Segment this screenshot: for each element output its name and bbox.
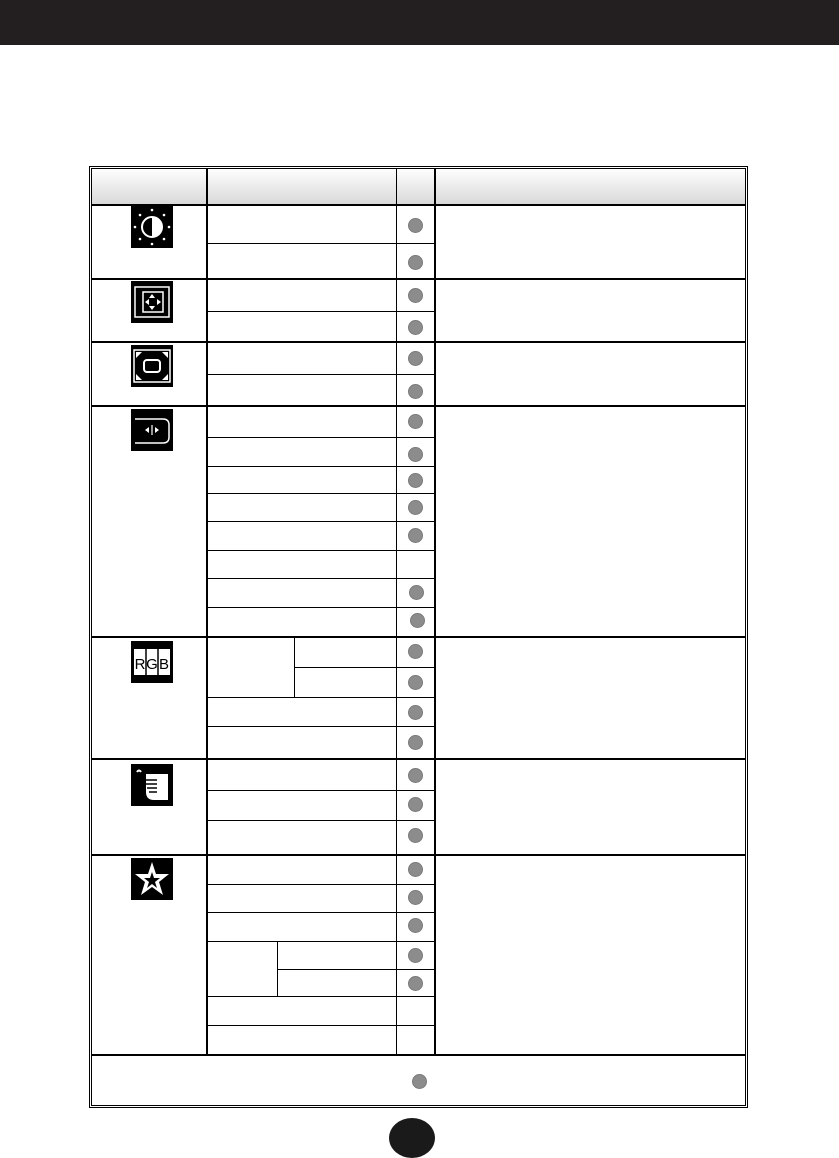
table-header-row (91, 168, 746, 204)
indicator-dot (408, 288, 423, 303)
indicator-dot (408, 705, 423, 720)
indicator-dot (408, 890, 423, 905)
indicator-dot (409, 585, 424, 600)
svg-text:B: B (158, 656, 170, 673)
indicator-dot (408, 500, 423, 515)
indicator-dot (408, 828, 423, 843)
rgb-color-icon (131, 641, 173, 683)
indicator-dot (408, 414, 423, 429)
indicator-dot (408, 447, 423, 462)
indicator-dot (408, 351, 423, 366)
position-icon (131, 281, 173, 323)
indicator-dot (408, 320, 423, 335)
phase-clock-icon (131, 409, 173, 451)
indicator-dot (408, 675, 423, 690)
indicator-dot (408, 644, 423, 659)
indicator-dot (408, 797, 423, 812)
indicator-dot (408, 862, 423, 877)
svg-text:G: G (146, 656, 158, 673)
indicator-dot (408, 976, 423, 991)
indicator-dot (408, 768, 423, 783)
indicator-dot (408, 218, 423, 233)
indicator-dot (412, 1074, 427, 1089)
hand-tracking-icon (131, 764, 173, 806)
page-number-badge (389, 1118, 435, 1158)
indicator-dot (408, 948, 423, 963)
svg-text:R: R (134, 656, 146, 673)
indicator-dot (408, 528, 423, 543)
star-setup-icon (131, 858, 173, 900)
indicator-dot (408, 918, 423, 933)
indicator-dot (408, 384, 423, 399)
size-icon (131, 345, 173, 387)
indicator-dot (408, 735, 423, 750)
indicator-dot (410, 613, 425, 628)
indicator-dot (408, 255, 423, 270)
brightness-contrast-icon (131, 206, 173, 248)
indicator-dot (408, 473, 423, 488)
